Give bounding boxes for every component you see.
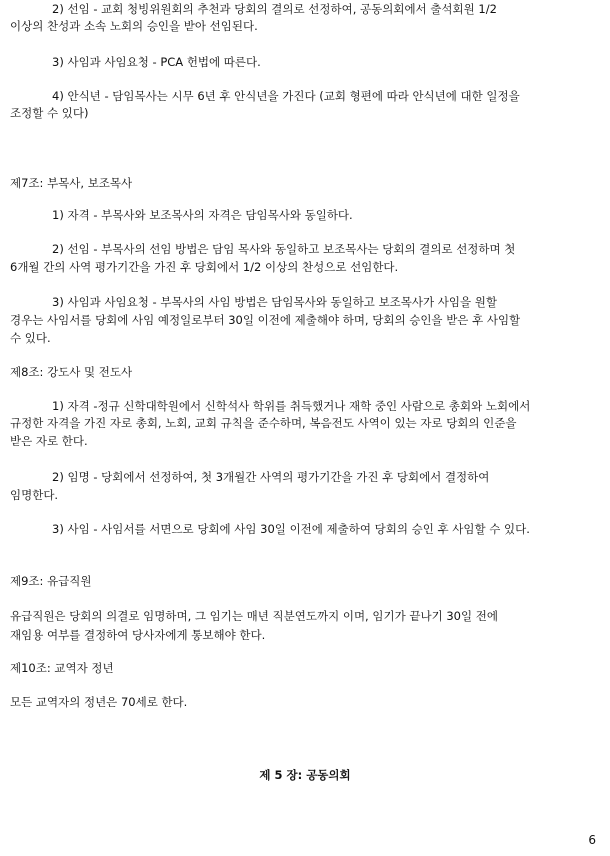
text-line: 6개월 간의 사역 평가기간을 가진 후 당회에서 1/2 이상의 찬성으로 선임한다. — [10, 260, 399, 274]
text-line: 3) 사임 - 사임서를 서면으로 당회에 사임 30일 이전에 제출하여 당회의 승인 후 사임할 수 있다. — [52, 522, 530, 536]
article-heading: 제9조: 유급직원 — [10, 574, 92, 588]
text-line: 2) 선임 - 교회 청빙위원회의 추천과 당회의 결의로 선정하여, 공동의회에서 출석회원 1/2 — [52, 2, 497, 16]
text-line: 수 있다. — [10, 331, 51, 345]
text-line: 규정한 자격을 가진 자로 총회, 노회, 교회 규칙을 준수하며, 복음전도 사역이 있는 자로 당회의 인준을 — [10, 416, 517, 430]
text-line: 모든 교역자의 정년은 70세로 한다. — [10, 695, 188, 709]
text-line: 2) 선임 - 부목사의 선임 방법은 담임 목사와 동일하고 보조목사는 당회의 결의로 선정하며 첫 — [52, 242, 516, 256]
text-line: 3) 사임과 사임요청 - 부목사의 사임 방법은 담임목사와 동일하고 보조목사가 사임을 원할 — [52, 295, 497, 309]
text-line: 재임용 여부를 결정하여 당사자에게 통보해야 한다. — [10, 628, 266, 642]
text-line: 2) 임명 - 당회에서 선정하여, 첫 3개월간 사역의 평가기간을 가진 후 당회에서 결정하여 — [52, 470, 490, 484]
article-heading: 제10조: 교역자 정년 — [10, 661, 114, 675]
text-line: 이상의 찬성과 소속 노회의 승인을 받아 선임된다. — [10, 19, 258, 33]
text-line: 3) 사임과 사임요청 - PCA 헌법에 따른다. — [52, 55, 261, 69]
text-line: 4) 안식년 - 담임목사는 시무 6년 후 안식년을 가진다 (교회 형편에 따라 안식년에 대한 일정을 — [52, 89, 520, 103]
page-number: 6 — [588, 833, 596, 847]
chapter-title: 제 5 장: 공동의회 — [259, 768, 351, 782]
article-heading: 제7조: 부목사, 보조목사 — [10, 176, 133, 190]
text-line: 임명한다. — [10, 488, 59, 502]
text-line: 유급직원은 당회의 의결로 임명하며, 그 임기는 매년 직분연도까지 이며, 임기가 끝나기 30일 전에 — [10, 609, 498, 623]
text-line: 경우는 사임서를 당회에 사임 예정일로부터 30일 이전에 제출해야 하며, 당회의 승인을 받은 후 사임할 — [10, 313, 521, 327]
text-line: 받은 자로 한다. — [10, 434, 88, 448]
text-line: 조정할 수 있다) — [10, 106, 89, 120]
article-heading: 제8조: 강도사 및 전도사 — [10, 365, 133, 379]
text-line: 1) 자격 -정규 신학대학원에서 신학석사 학위를 취득했거나 재학 중인 사람으로 총회와 노회에서 — [52, 399, 531, 413]
text-line: 1) 자격 - 부목사와 보조목사의 자격은 담임목사와 동일하다. — [52, 208, 353, 222]
